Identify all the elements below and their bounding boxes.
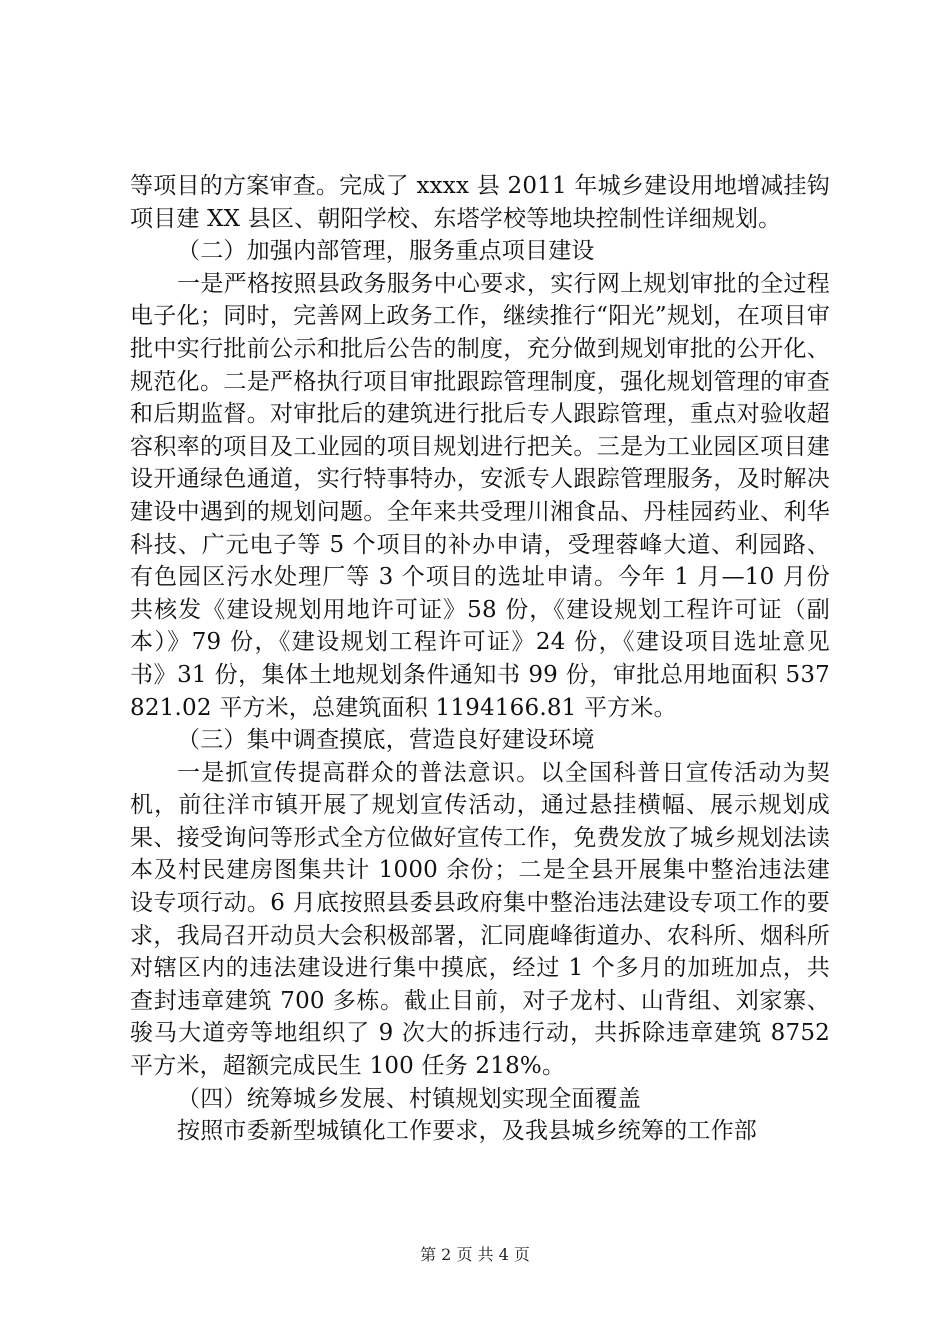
paragraph-continuation: 等项目的方案审查。完成了 xxxx 县 2011 年城乡建设用地增减挂钩项目建 XX 县区、朝阳学校、东塔学校等地块控制性详细规划。 <box>130 173 830 232</box>
section-heading-three: （三）集中调查摸底，营造良好建设环境 <box>177 727 595 754</box>
page-number-footer: 第 2 页 共 4 页 <box>420 1245 530 1264</box>
paragraph-investigation: 一是抓宣传提高群众的普法意识。以全国科普日宣传活动为契机，前往洋市镇开展了规划宣传活动，通过悬挂横幅、展示规划成果、接受询问等形式全方位做好宣传工作，免费发放了城乡规划法读本及村民建房图集共计 1000 余份；二是全县开展集中整治违法建设专项行动。6 月底按照县委县政府集中整治违法建设专项工作的要求，我局召开动员大会积极部署，汇同鹿峰街道办、农科所、烟科所对辖区内的违法建设进行集中摸底，经过 1 个多月的加班加点，共查封违章建筑 700 多栋。截止目前，对子龙村、山背组、刘家寨、骏马大道旁等地组织了 9 次大的拆违行动，共拆除违章建筑 8752 平方米，超额完成民生 100 任务 218%。 <box>130 759 830 1080</box>
section-heading-two: （二）加强内部管理，服务重点项目建设 <box>177 238 595 265</box>
document-body <box>130 170 830 1148</box>
section-heading-four: （四）统筹城乡发展、村镇规划实现全面覆盖 <box>177 1085 641 1112</box>
paragraph-urban-rural: 按照市委新型城镇化工作要求，及我县城乡统筹的工作部 <box>177 1118 757 1145</box>
paragraph-internal-management: 一是严格按照县政务服务中心要求，实行网上规划审批的全过程电子化；同时，完善网上政务工作，继续推行“阳光”规划，在项目审批中实行批前公示和批后公告的制度，充分做到规划审批的公开化、规范化。二是严格执行项目审批跟踪管理制度，强化规划管理的审查和后期监督。对审批后的建筑进行批后专人跟踪管理，重点对验收超容积率的项目及工业园的项目规划进行把关。三是为工业园区项目建设开通绿色通道，实行特事特办，安派专人跟踪管理服务，及时解决建设中遇到的规划问题。全年来共受理川湘食品、丹桂园药业、利华科技、广元电子等 5 个项目的补办申请，受理蓉峰大道、利园路、有色园区污水处理厂等 3 个项目的选址申请。今年 1 月—10 月份共核发《建设规划用地许可证》58 份，《建设规划工程许可证（副本）》79 份，《建设规划工程许可证》24 份，《建设项目选址意见书》31 份，集体土地规划条件通知书 99 份，审批总用地面积 537821.02 平方米，总建筑面积 1194166.81 平方米。 <box>130 270 830 721</box>
